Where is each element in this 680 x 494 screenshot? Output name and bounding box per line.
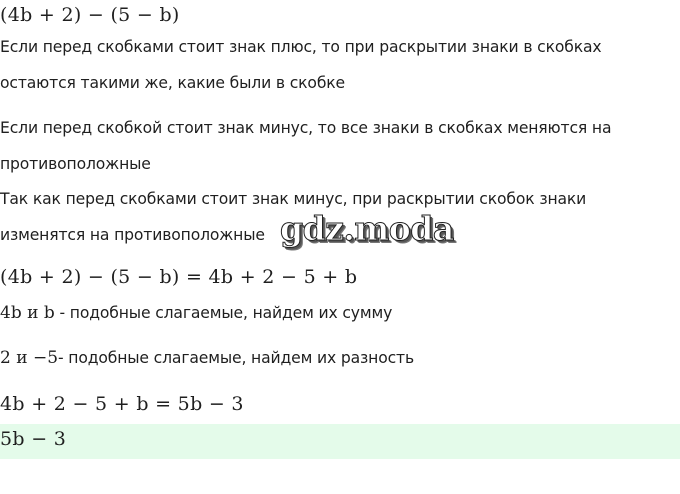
answer-highlight [0,424,680,459]
application-line1: Так как перед скобками стоит знак минус, при раскрытии скобок знаки [0,190,587,208]
like-terms-num-math: 2 и −5 [0,348,59,368]
answer-text: 5b − 3 [0,428,67,450]
like-terms-num-row [0,348,414,368]
rule-minus-line2: противоположные [0,155,151,173]
expression-expanded: (4b + 2) − (5 − b) = 4b + 2 − 5 + b [0,266,358,288]
watermark-logo: gdz.moda [280,209,454,248]
rule-plus-line2: остаются такими же, какие были в скобке [0,74,346,92]
rule-plus-line1: Если перед скобками стоит знак плюс, то при раскрытии знаки в скобках [0,38,602,56]
like-terms-num-text: - подобные слагаемые, найдем их разность [58,349,414,367]
expression-original: (4b + 2) − (5 − b) [0,4,180,26]
like-terms-b-math: 4b и b [0,303,55,323]
like-terms-b-text: - подобные слагаемые, найдем их сумму [54,304,393,322]
like-terms-b-row [0,303,392,323]
application-line2: изменятся на противоположные [0,226,265,244]
rule-minus-line1: Если перед скобкой стоит знак минус, то все знаки в скобках меняются на [0,119,612,137]
expression-simplified: 4b + 2 − 5 + b = 5b − 3 [0,393,244,415]
